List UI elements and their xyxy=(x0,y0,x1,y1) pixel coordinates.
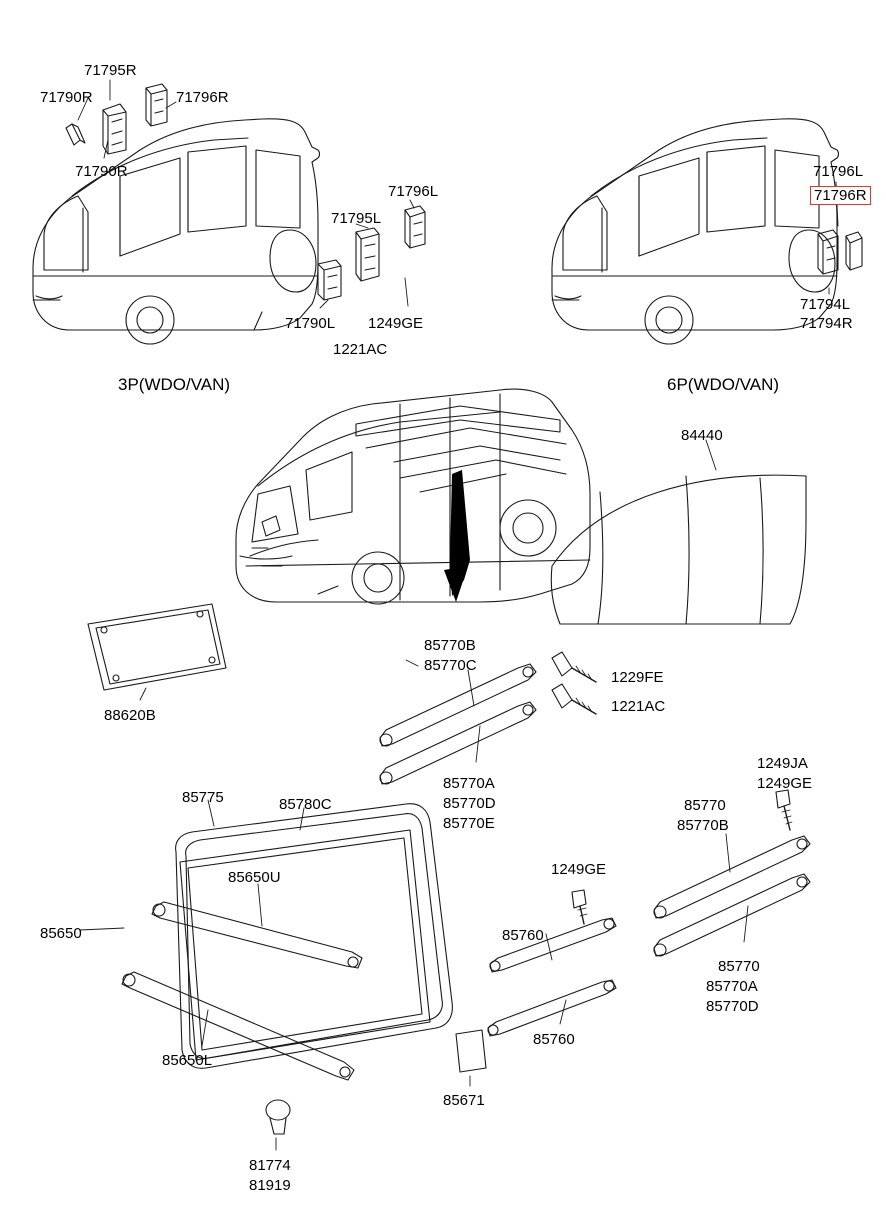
variant-label-3p: 3P(WDO/VAN) xyxy=(118,375,231,394)
part-85780C: 85780C xyxy=(279,796,332,813)
part-71796L-left: 71796L xyxy=(388,183,439,200)
part-85650L: 85650L xyxy=(162,1052,213,1069)
van-illustration-left xyxy=(33,119,320,344)
panel-88620B xyxy=(88,604,226,690)
bracket-71790L-icon xyxy=(318,260,341,300)
part-1249GE-right: 1249GE xyxy=(757,775,813,792)
part-85770E: 85770E xyxy=(443,815,495,832)
part-71796L-right: 71796L xyxy=(813,163,864,180)
part-85770D: 85770D xyxy=(443,795,496,812)
clip-81774 xyxy=(266,1100,290,1134)
part-81919: 81919 xyxy=(249,1177,291,1194)
screw-1229FE xyxy=(552,652,596,682)
part-71794R: 71794R xyxy=(800,315,853,332)
part-71795R: 71795R xyxy=(84,62,137,79)
rod-85770-right-lower xyxy=(654,874,810,956)
pad-85671 xyxy=(456,1030,486,1072)
part-85770B-right: 85770B xyxy=(677,817,729,834)
part-1221AC-top: 1221AC xyxy=(333,341,388,358)
part-71790R-top: 71790R xyxy=(40,89,93,106)
van-illustration-center xyxy=(236,389,590,604)
screw-1249JA xyxy=(776,790,792,830)
part-71794L: 71794L xyxy=(800,296,851,313)
screw-1221AC xyxy=(552,684,596,714)
bracket-71796L-icon xyxy=(405,206,425,248)
rod-85770C xyxy=(380,702,536,784)
part-88620B: 88620B xyxy=(104,707,156,724)
part-1249JA: 1249JA xyxy=(757,755,808,772)
van-illustration-right xyxy=(552,119,839,344)
part-85760-lower: 85760 xyxy=(533,1031,575,1048)
highlighted-part-71796R[interactable]: 71796R xyxy=(810,186,871,205)
bracket-71790R-icon xyxy=(66,124,85,145)
part-1249GE-mid: 1249GE xyxy=(551,861,607,878)
part-85650: 85650 xyxy=(40,925,82,942)
part-85650U: 85650U xyxy=(228,869,281,886)
part-1221AC: 1221AC xyxy=(611,698,666,715)
part-85770A: 85770A xyxy=(443,775,495,792)
part-84440: 84440 xyxy=(681,427,723,444)
part-85760-upper: 85760 xyxy=(502,927,544,944)
part-71790R: 71790R xyxy=(75,163,128,180)
part-85775: 85775 xyxy=(182,789,224,806)
part-85671: 85671 xyxy=(443,1092,485,1109)
part-71790L: 71790L xyxy=(285,315,336,332)
bracket-71796R-icon xyxy=(146,84,167,126)
part-1229FE: 1229FE xyxy=(611,669,664,686)
part-85770B: 85770B xyxy=(424,637,476,654)
part-85770D-lower: 85770D xyxy=(706,998,759,1015)
bracket-71795L-icon xyxy=(356,228,379,281)
rod-85760-lower xyxy=(488,980,616,1036)
stay-85650L xyxy=(122,972,354,1080)
part-85770A-lower: 85770A xyxy=(706,978,758,995)
part-81774: 81774 xyxy=(249,1157,291,1174)
assembly-arrow xyxy=(444,470,470,602)
part-85770C: 85770C xyxy=(424,657,477,674)
part-71796R: 71796R xyxy=(176,89,229,106)
screw-1249GE-mid xyxy=(572,890,587,924)
part-71795L: 71795L xyxy=(331,210,382,227)
part-85770: 85770 xyxy=(684,797,726,814)
variant-label-6p: 6P(WDO/VAN) xyxy=(667,375,780,394)
part-85770-lower: 85770 xyxy=(718,958,760,975)
part-1249GE-top: 1249GE xyxy=(368,315,424,332)
bracket-71794R-icon xyxy=(846,232,862,270)
